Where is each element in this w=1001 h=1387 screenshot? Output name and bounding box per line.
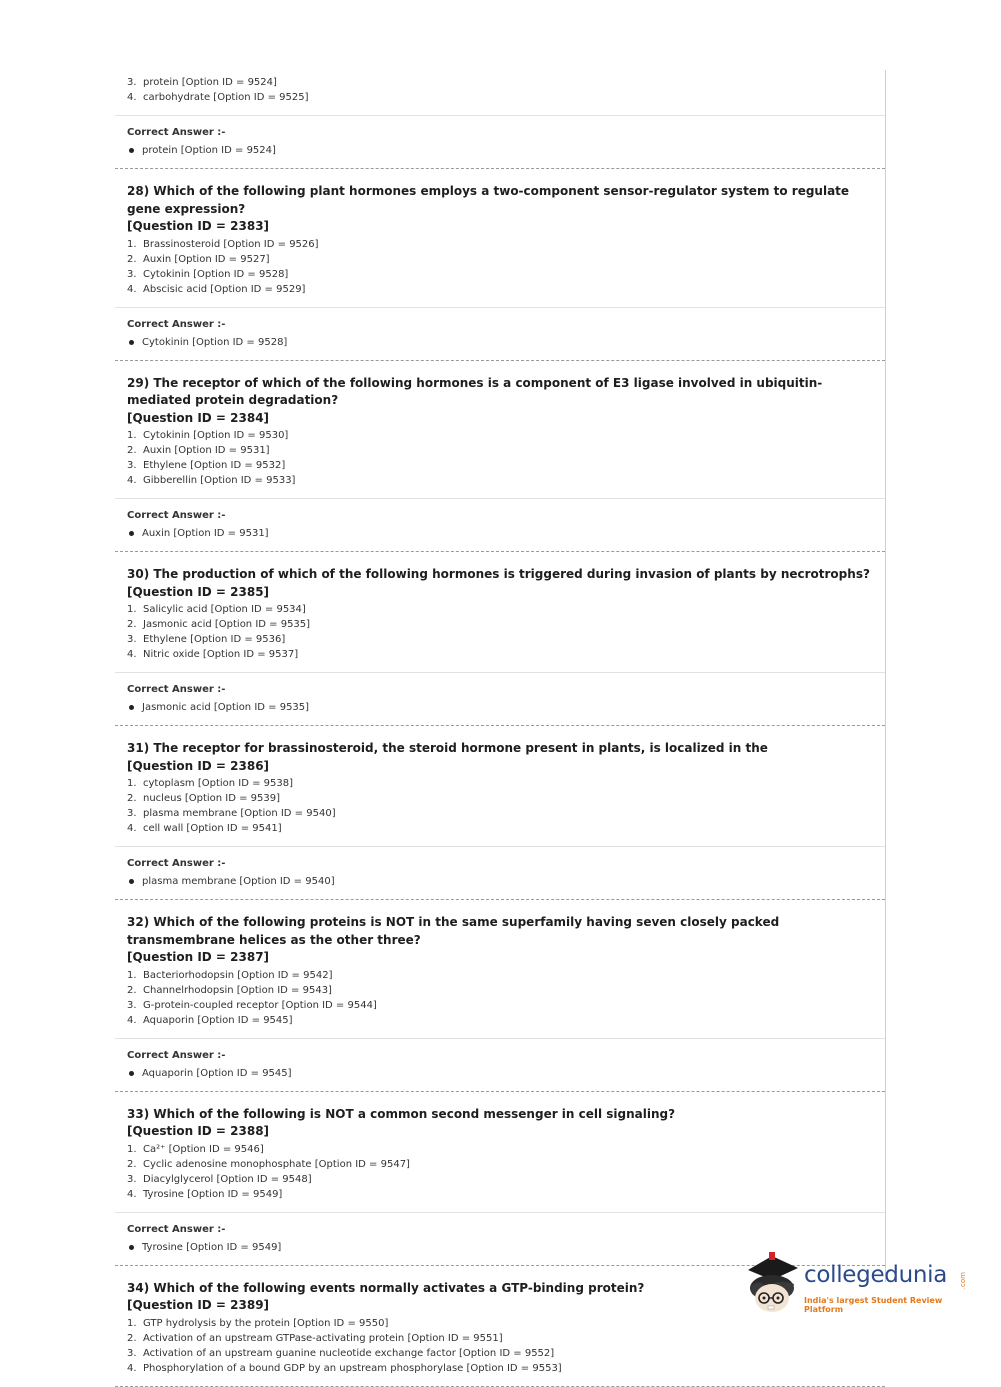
option-item: 3. Diacylglycerol [Option ID = 9548] [127,1173,312,1185]
question-body [115,361,885,500]
option-item: 3. G-protein-coupled receptor [Option ID = 9544] [127,999,377,1011]
option-item: 4. Gibberellin [Option ID = 9533] [127,475,296,486]
question-id: [Question ID = 2383] [127,219,270,233]
option-list [127,776,873,836]
answer-section [115,1039,885,1091]
correct-answer: Auxin [Option ID = 9531] [127,526,873,541]
correct-answer: Cytokinin [Option ID = 9528] [127,335,873,350]
option-item: 2. Channelrhodopsin [Option ID = 9543] [127,984,332,996]
option-list [127,1316,873,1376]
option-item: 2. Activation of an upstream GTPase-activating protein [Option ID = 9551] [127,1332,503,1344]
question-block-30 [115,552,885,726]
question-title: 28) Which of the following plant hormones employs a two-component sensor-regulator system to regulate gene expression? [127,184,850,216]
collegedunia-logo[interactable] [742,1248,972,1318]
option-item: 3. Activation of an upstream guanine nucleotide exchange factor [Option ID = 9552] [127,1347,555,1359]
question-body [115,552,885,673]
question-title: 29) The receptor of which of the following hormones is a component of E3 ligase involved in ubiquitin-mediated protein degradation? [127,375,823,407]
bullet-icon [129,531,134,536]
correct-answer-label: Correct Answer :- [127,1049,226,1061]
bullet-icon [129,705,134,710]
question-body [115,70,885,116]
option-list [127,237,873,297]
option-item: 1. Ca²⁺ [Option ID = 9546] [127,1143,264,1155]
option-item: 4. carbohydrate [Option ID = 9525] [127,92,309,103]
option-item: 2. nucleus [Option ID = 9539] [127,793,281,804]
option-item: 1. cytoplasm [Option ID = 9538] [127,778,294,789]
option-item: 1. Brassinosteroid [Option ID = 9526] [127,238,319,250]
logo-wordmark: collegedunia [804,1262,948,1288]
option-list [127,1142,873,1202]
question-title: 30) The production of which of the following hormones is triggered during invasion of plants by necrotrophs? [127,567,870,581]
question-id: [Question ID = 2385] [127,584,270,599]
correct-answer-label: Correct Answer :- [127,1223,226,1235]
correct-answer-label: Correct Answer :- [127,684,226,695]
question-block-33 [115,1092,885,1266]
option-item: 1. Bacteriorhodopsin [Option ID = 9542] [127,969,333,981]
correct-answer: Jasmonic acid [Option ID = 9535] [127,700,873,715]
question-title: 33) Which of the following is NOT a common second messenger in cell signaling? [127,1106,676,1121]
question-body [115,169,885,308]
option-list [127,968,873,1028]
question-block-28 [115,169,885,361]
option-item: 3. Cytokinin [Option ID = 9528] [127,268,289,280]
question-body [115,900,885,1039]
option-item: 1. GTP hydrolysis by the protein [Option ID = 9550] [127,1317,389,1329]
option-list [127,75,873,105]
correct-answer: Aquaporin [Option ID = 9545] [127,1066,873,1081]
option-item: 3. plasma membrane [Option ID = 9540] [127,808,336,819]
correct-answer: plasma membrane [Option ID = 9540] [127,874,873,889]
question-id: [Question ID = 2384] [127,410,270,425]
option-item: 4. Abscisic acid [Option ID = 9529] [127,283,306,295]
question-id: [Question ID = 2387] [127,950,270,964]
correct-answer-label: Correct Answer :- [127,858,226,869]
option-item: 1. Cytokinin [Option ID = 9530] [127,430,289,441]
question-id: [Question ID = 2389] [127,1298,270,1312]
answer-section [115,673,885,725]
question-title: 32) Which of the following proteins is NOT in the same superfamily having seven closely packed transmembrane helices as the other three? [127,915,780,947]
option-list [127,602,873,662]
option-item: 3. Ethylene [Option ID = 9536] [127,634,286,645]
logo-tagline: India's largest Student Review Platform [804,1296,943,1314]
correct-answer-label: Correct Answer :- [127,318,226,330]
option-item: 4. Tyrosine [Option ID = 9549] [127,1188,283,1200]
question-body [115,1092,885,1213]
option-item: 2. Cyclic adenosine monophosphate [Option ID = 9547] [127,1158,410,1170]
option-item: 2. Auxin [Option ID = 9531] [127,445,270,456]
question-id: [Question ID = 2388] [127,1124,270,1138]
bullet-icon [129,340,134,345]
option-item: 3. protein [Option ID = 9524] [127,77,277,88]
correct-answer-label: Correct Answer :- [127,127,226,138]
answer-section [115,308,885,360]
question-body [115,726,885,847]
question-id: [Question ID = 2386] [127,758,270,773]
answer-section [115,499,885,551]
question-title: 31) The receptor for brassinosteroid, the steroid hormone present in plants, is localized in the [127,741,768,755]
option-list [127,428,873,488]
question-block-31 [115,726,885,900]
option-item: 2. Jasmonic acid [Option ID = 9535] [127,619,311,630]
question-block-29 [115,361,885,553]
option-item: 4. cell wall [Option ID = 9541] [127,823,282,834]
bullet-icon [129,879,134,884]
bullet-icon [129,1245,134,1250]
question-title: 34) Which of the following events normally activates a GTP-binding protein? [127,1280,645,1295]
mascot-icon [742,1248,802,1316]
option-item: 4. Nitric oxide [Option ID = 9537] [127,649,299,660]
correct-answer: protein [Option ID = 9524] [127,143,873,158]
answer-section [115,116,885,168]
option-item: 3. Ethylene [Option ID = 9532] [127,460,286,471]
logo-suffix: .com [959,1272,967,1290]
question-block-32 [115,900,885,1092]
option-item: 2. Auxin [Option ID = 9527] [127,253,270,265]
correct-answer: Tyrosine [Option ID = 9549] [127,1240,873,1255]
answer-section [115,847,885,899]
option-item: 4. Phosphorylation of a bound GDP by an upstream phosphorylase [Option ID = 9553] [127,1362,562,1374]
bullet-icon [129,148,134,153]
option-item: 1. Salicylic acid [Option ID = 9534] [127,604,306,615]
question-block-27-continued [115,70,885,169]
bullet-icon [129,1071,134,1076]
option-item: 4. Aquaporin [Option ID = 9545] [127,1014,293,1026]
correct-answer-label: Correct Answer :- [127,510,226,521]
